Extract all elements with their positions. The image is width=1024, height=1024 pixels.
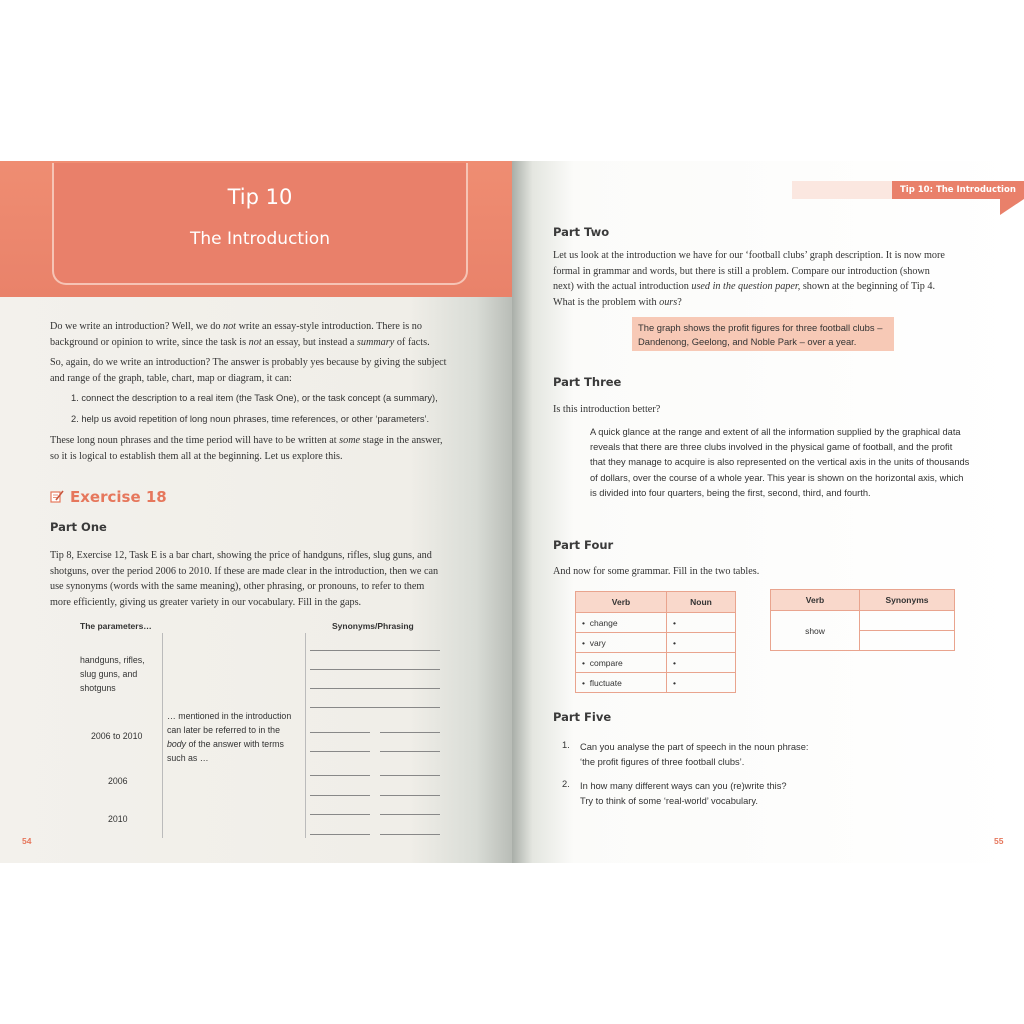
exercise-heading: Exercise 18 xyxy=(50,488,167,506)
fill-in-blank[interactable] xyxy=(310,669,440,670)
running-head-ghost xyxy=(792,181,892,199)
mention-note: … mentioned in the introduction can later be referred to in the body of the answer with terms such as … xyxy=(167,711,292,763)
running-head-fold xyxy=(1000,199,1024,215)
table2-verb-cell: show xyxy=(771,611,860,651)
fill-in-blank[interactable] xyxy=(380,732,440,733)
table1-header-noun: Noun xyxy=(667,592,736,613)
part-two-paragraph: Let us look at the introduction we have for our ‘football clubs’ graph description. It is now more formal in grammar and words, but there is still a problem. Compare our introduction (shown next) with the actual introduction used in the question paper, shown at the beginning of Tip 4. What is the problem with ours? xyxy=(553,250,945,308)
table1-header-verb: Verb xyxy=(576,592,667,613)
verb-noun-table xyxy=(575,591,736,693)
table2-synonym-cell[interactable] xyxy=(860,611,955,631)
fill-in-blank[interactable] xyxy=(380,834,440,835)
part-three-heading: Part Three xyxy=(553,375,622,389)
list-item-1: 1. connect the description to a real item (the Task One), or the task concept (a summary), xyxy=(71,393,438,403)
fill-in-blank[interactable] xyxy=(380,751,440,752)
fill-in-blank[interactable] xyxy=(380,814,440,815)
question-1-number: 1. xyxy=(562,740,570,750)
question-2-text: In how many different ways can you (re)write this? Try to think of some ‘real-world’ vocabulary. xyxy=(580,781,787,806)
list-item-2: 2. help us avoid repetition of long noun phrases, time references, or other ‘parameters’. xyxy=(71,414,430,424)
fill-in-blank[interactable] xyxy=(310,707,440,708)
running-head: Tip 10: The Introduction xyxy=(892,181,1024,199)
table2-synonym-cell[interactable] xyxy=(860,631,955,651)
fill-in-blank[interactable] xyxy=(310,775,370,776)
question-2-number: 2. xyxy=(562,779,570,789)
table-divider xyxy=(305,633,306,838)
table1-verb-cell: • compare xyxy=(576,653,667,673)
parameter-guns: handguns, rifles, slug guns, and shotguns xyxy=(80,655,145,693)
intro-paragraph-2: So, again, do we write an introduction? The answer is probably yes because by giving the subject and range of the graph, table, chart, map or diagram, it can: xyxy=(50,357,447,384)
page-number-left: 54 xyxy=(22,836,32,846)
right-page xyxy=(512,161,1024,863)
table1-verb-cell: • vary xyxy=(576,633,667,653)
table1-noun-cell[interactable]: • xyxy=(667,653,736,673)
table1-noun-cell[interactable]: • xyxy=(667,613,736,633)
fill-in-blank[interactable] xyxy=(310,834,370,835)
book-spread xyxy=(0,161,1024,863)
parameters-column-header: The parameters… xyxy=(80,621,152,631)
parameter-2010: 2010 xyxy=(108,814,128,824)
table2-header-synonyms: Synonyms xyxy=(860,590,955,611)
table1-verb-cell: • change xyxy=(576,613,667,633)
parameter-range: 2006 to 2010 xyxy=(91,731,143,741)
table-divider xyxy=(162,633,163,838)
table1-verb-cell: • fluctuate xyxy=(576,673,667,693)
fill-in-blank[interactable] xyxy=(380,775,440,776)
fill-in-blank[interactable] xyxy=(310,688,440,689)
tip-title: The Introduction xyxy=(190,229,330,249)
part-five-heading: Part Five xyxy=(553,710,612,724)
part-four-intro: And now for some grammar. Fill in the two tables. xyxy=(553,566,760,577)
notepad-pencil-icon xyxy=(50,489,64,502)
table1-noun-cell[interactable]: • xyxy=(667,633,736,653)
left-page xyxy=(0,161,512,863)
tip-number: Tip 10 xyxy=(227,185,293,209)
fill-in-blank[interactable] xyxy=(380,795,440,796)
question-1-text: Can you analyse the part of speech in the noun phrase: ‘the profit figures of three football clubs’. xyxy=(580,742,809,767)
page-number-right: 55 xyxy=(994,836,1004,846)
intro-paragraph-3: These long noun phrases and the time period will have to be written at some stage in the answer, so it is logical to establish them all at the beginning. Let us explore this. xyxy=(50,435,443,462)
synonyms-column-header: Synonyms/Phrasing xyxy=(332,621,414,631)
fill-in-blank[interactable] xyxy=(310,814,370,815)
fill-in-blank[interactable] xyxy=(310,795,370,796)
part-three-passage: A quick glance at the range and extent of all the information supplied by the graphical data reveals that there are three clubs involved in the physical game of football, and the profit that they manage to acquire is also represented on the vertical axis in the units of thousands of dollars, over the course of a whole year. This year is shown on the horizontal axis, which is divided into four quarters, being the first, second, third, and fourth. xyxy=(590,427,970,498)
part-one-heading: Part One xyxy=(50,520,107,534)
fill-in-blank[interactable] xyxy=(310,751,370,752)
part-four-heading: Part Four xyxy=(553,538,614,552)
table1-noun-cell[interactable]: • xyxy=(667,673,736,693)
fill-in-blank[interactable] xyxy=(310,650,440,651)
part-one-paragraph: Tip 8, Exercise 12, Task E is a bar chart, showing the price of handguns, rifles, slug guns, and shotguns, over the period 2006 to 2010. If these are made clear in the introduction, then we can use synonyms (words with the same meaning), other phrasing, or pronouns, to refer to them more efficiently, giving us greater variety in our vocabulary. Fill in the gaps. xyxy=(50,550,439,608)
part-three-question: Is this introduction better? xyxy=(553,404,661,415)
parameter-2006: 2006 xyxy=(108,776,128,786)
introduction-quote-box: The graph shows the profit figures for three football clubs – Dandenong, Geelong, and Noble Park – over a year. xyxy=(632,317,894,351)
part-two-heading: Part Two xyxy=(553,225,610,239)
verb-synonyms-table xyxy=(770,589,955,651)
table2-header-verb: Verb xyxy=(771,590,860,611)
fill-in-blank[interactable] xyxy=(310,732,370,733)
tip-title-box xyxy=(52,163,468,285)
intro-paragraph-1: Do we write an introduction? Well, we do not write an essay-style introduction. There is no background or opinion to write, since the task is not an essay, but instead a summary of facts. xyxy=(50,321,430,348)
